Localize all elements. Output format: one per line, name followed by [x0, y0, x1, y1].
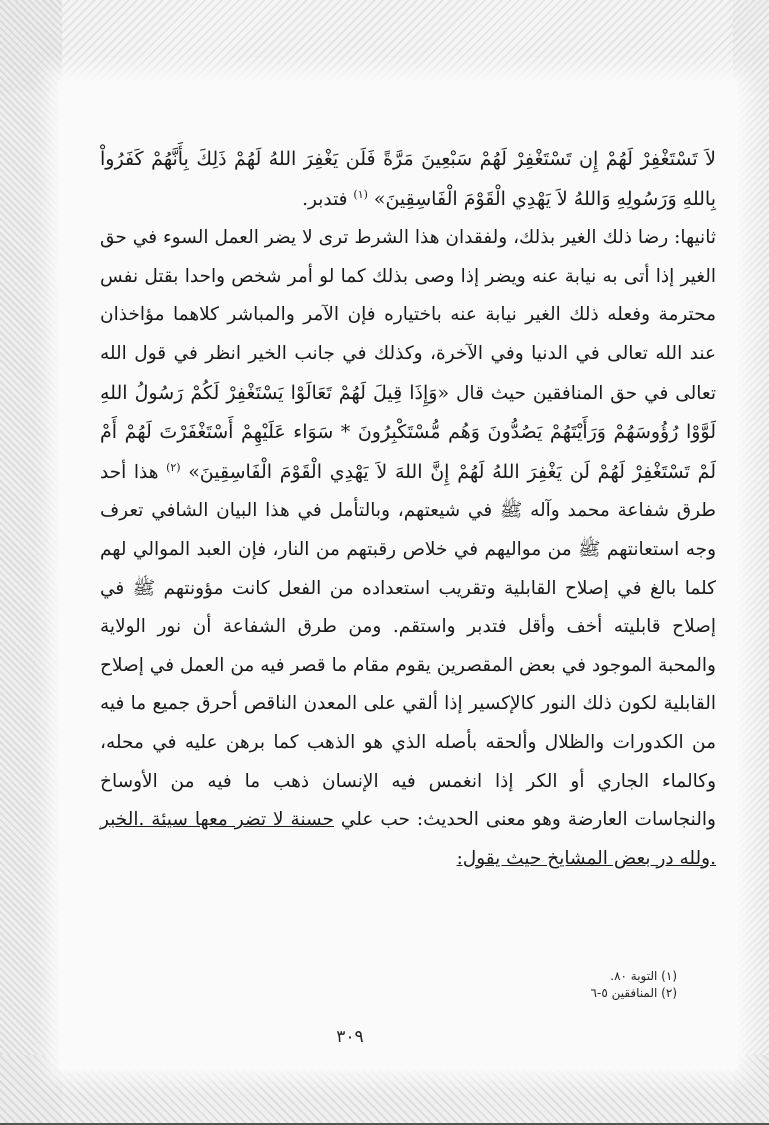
footnote-1: (١) التوبة ٨٠. [610, 969, 677, 983]
quran-verse-1: لاَ تَسْتَغْفِرْ لَهُمْ إِن تَسْتَغْفِرْ لَهُمْ سَبْعِينَ مَرَّةً فَلَن يَغْفِرَ اللهُ لَهُمْ ذَلِكَ بِأَنَّهُمْ كَفَرُواْ بِاللهِ وَرَسُولِهِ وَاللهُ لاَ يَهْدِي الْقَوْمَ الْفَاسِقِينَ» [100, 148, 716, 210]
paragraph-2-last-line: حسنة لا تضر معها سيئة .الخبر .ولله در بعض المشايخ حيث يقول: [100, 809, 716, 869]
paragraph-2-text-a: ثانيها: رضا ذلك الغير بذلك، ولفقدان هذا الشرط ترى لا يضر العمل السوء في حق الغير إذا أتى به نيابة عنه ويضر إذا وصى بذلك كما لو أمر شخص واحدا بقتل نفس محترمة وفعله ذلك الغير نيابة عنه باختياره فإن الآمر والمباشر كلاهما مؤاخذان عند الله تعالى في الدنيا وفي الآخرة، وكذلك في جانب الخير انظر في قول الله تعالى في حق المنافقين حيث قال [100, 227, 716, 404]
paragraph-1-tail: فتدبر. [302, 188, 348, 210]
scan-noise-right [733, 0, 769, 1125]
body-text [100, 140, 716, 878]
quran-verse-2: «وَإِذَا قِيلَ لَهُمْ تَعَالَوْا يَسْتَغْفِرْ لَكُمْ رَسُولُ اللهِ لَوَّوْا رُؤُوسَهُمْ وَرَأَيْتَهُمْ يَصُدُّونَ وَهُم مُّسْتَكْبِرُونَ * سَوَاء عَلَيْهِمْ أَسْتَغْفَرْتَ لَهُمْ أَمْ لَمْ تَسْتَغْفِرْ لَهُمْ لَن يَغْفِرَ اللهُ لَهُمْ إِنَّ اللهَ لاَ يَهْدِي الْقَوْمَ الْفَاسِقِينَ» [100, 381, 717, 483]
footnote-ref-1: (١) [353, 187, 368, 201]
paragraph-2-text-b: هذا أحد طرق شفاعة محمد وآله ﷺ في شيعتهم، وبالتأمل في هذا البيان الشافي تعرف وجه استعانتهم ﷺ من مواليهم في خلاص رقبتهم من النار، فإن العبد الموالي لهم كلما بالغ في إصلاح القابلية وتقريب استعداده من الفعل كانت مؤونتهم ﷺ في إصلاح قابليته أخف وأقل فتدبر واستقم. ومن طرق الشفاعة أن نور الولاية والمحبة الموجود في بعض المقصرين يقوم مقام ما قصر فيه من العمل في إصلاح القابلية لكون ذلك النور كالإكسير إذا ألقي على المعدن الناقص أحرق جميع ما فيه من الكدورات والظلال وألحقه بأصله الذي هو الذهب كما برهن عليه في محله، وكالماء الجاري أو الكر إذا انغمس فيه الإنسان ذهب ما فيه من الأوساخ والنجاسات العارضة وهو معنى الحديث: حب علي [100, 461, 716, 831]
footnote-ref-2: (٢) [166, 460, 181, 474]
scan-noise-left [0, 0, 62, 1125]
page-number: ٣٠٩ [336, 1027, 364, 1047]
footnotes [591, 968, 677, 1002]
scan-noise-top [0, 0, 769, 92]
paragraph-2 [100, 219, 716, 878]
paragraph-1 [100, 140, 716, 219]
footnote-2: (٢) المنافقين ٥-٦ [590, 986, 677, 1000]
